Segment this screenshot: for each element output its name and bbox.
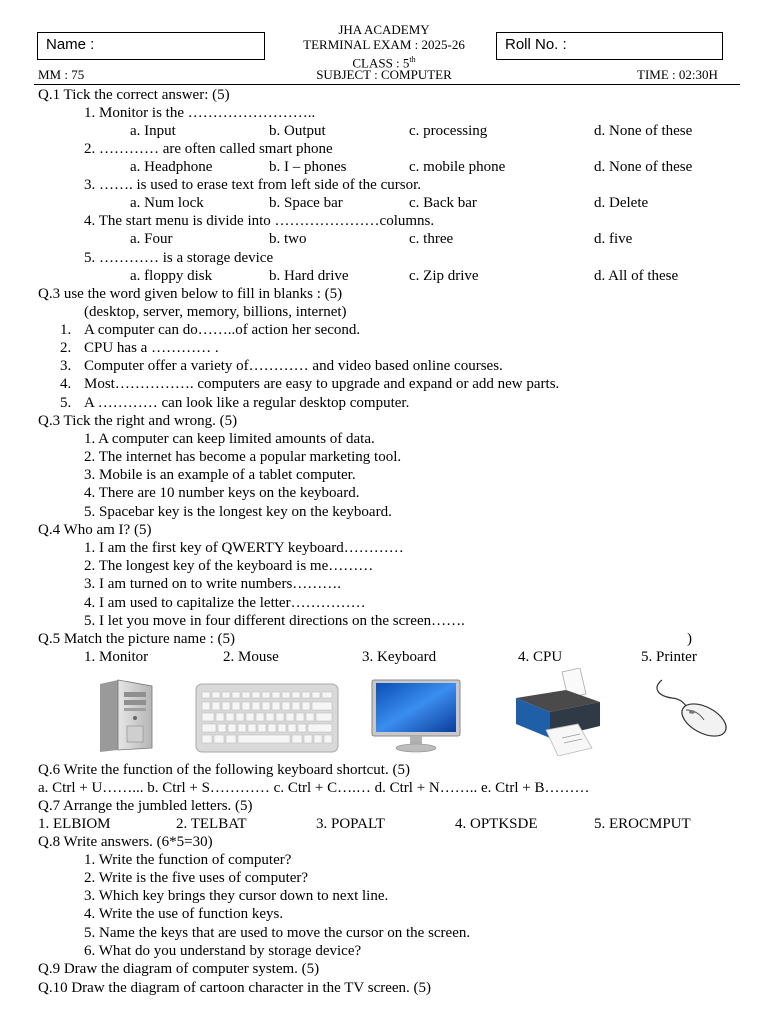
q3-fill-number-1: 1. (60, 322, 72, 338)
q5-name-5: 5. Printer (641, 649, 697, 665)
monitor-icon (370, 678, 462, 754)
q7-item-1: 1. ELBIOM (38, 816, 111, 832)
q7-item-2: 2. TELBAT (176, 816, 247, 832)
q7-item-4: 4. OPTKSDE (455, 816, 538, 832)
q3-fill-item-5: A ………… can look like a regular desktop computer. (84, 395, 410, 411)
q1-item-2: 2. ………… are often called smart phone (84, 141, 333, 157)
q3-truefalse-item-4: 4. There are 10 number keys on the keyboard. (84, 485, 360, 501)
q3-truefalse-item-3: 3. Mobile is an example of a tablet computer. (84, 467, 356, 483)
q1-4-option-c[interactable]: c. three (409, 231, 454, 247)
q6-title: Q.6 Write the function of the following keyboard shortcut. (5) (38, 762, 410, 778)
q1-2-option-b[interactable]: b. I – phones (269, 159, 347, 175)
q3-truefalse-item-1: 1. A computer can keep limited amounts of data. (84, 431, 375, 447)
cpu-tower-icon (94, 678, 158, 754)
q8-item-3: 3. Which key brings they cursor down to next line. (84, 888, 389, 904)
q5-name-4: 4. CPU (518, 649, 563, 665)
q1-3-option-b[interactable]: b. Space bar (269, 195, 343, 211)
q8-title: Q.8 Write answers. (6*5=30) (38, 834, 213, 850)
q9-title: Q.9 Draw the diagram of computer system. (5) (38, 961, 320, 977)
q3-fill-item-4: Most……………. computers are easy to upgrade and expand or add new parts. (84, 376, 560, 392)
q3-fill-number-4: 4. (60, 376, 72, 392)
school-name: JHA ACADEMY (338, 22, 430, 37)
q7-title: Q.7 Arrange the jumbled letters. (5) (38, 798, 253, 814)
q8-item-4: 4. Write the use of function keys. (84, 906, 284, 922)
q5-paren: ) (687, 631, 692, 647)
q3-fill-number-2: 2. (60, 340, 72, 356)
q3-truefalse-title: Q.3 Tick the right and wrong. (5) (38, 413, 238, 429)
q6-shortcuts: a. Ctrl + U……... b. Ctrl + S………… c. Ctrl + C….… d. Ctrl + N…….. e. Ctrl + B……… (38, 780, 590, 796)
q1-2-option-d[interactable]: d. None of these (594, 159, 693, 175)
q8-item-1: 1. Write the function of computer? (84, 852, 292, 868)
header-divider (34, 84, 740, 85)
q1-4-option-a[interactable]: a. Four (130, 231, 173, 247)
q1-item-3: 3. ……. is used to erase text from left side of the cursor. (84, 177, 422, 193)
q3-fill-item-1: A computer can do……..of action her second. (84, 322, 361, 338)
q1-3-option-d[interactable]: d. Delete (594, 195, 649, 211)
q1-item-4: 4. The start menu is divide into …………………columns. (84, 213, 435, 229)
subject-label: SUBJECT : COMPUTER (316, 67, 452, 82)
exam-title: TERMINAL EXAM : 2025-26 (303, 37, 465, 52)
q1-item-5: 5. ………… is a storage device (84, 250, 274, 266)
q1-5-option-c[interactable]: c. Zip drive (409, 268, 479, 284)
q4-item-5: 5. I let you move in four different directions on the screen……. (84, 613, 465, 629)
q5-title: Q.5 Match the picture name : (5) (38, 631, 236, 647)
q1-5-option-b[interactable]: b. Hard drive (269, 268, 349, 284)
q10-title: Q.10 Draw the diagram of cartoon character in the TV screen. (5) (38, 980, 432, 996)
q3-fill-item-2: CPU has a ………… . (84, 340, 219, 356)
q1-1-option-b[interactable]: b. Output (269, 123, 326, 139)
q5-name-3: 3. Keyboard (362, 649, 437, 665)
q1-2-option-a[interactable]: a. Headphone (130, 159, 213, 175)
class-superscript: th (409, 55, 416, 64)
q7-item-3: 3. POPALT (316, 816, 385, 832)
q3-fill-number-3: 3. (60, 358, 72, 374)
q8-item-2: 2. Write is the five uses of computer? (84, 870, 309, 886)
q1-title: Q.1 Tick the correct answer: (5) (38, 87, 230, 103)
class-label: CLASS : 5 (352, 55, 410, 71)
q4-title: Q.4 Who am I? (5) (38, 522, 152, 538)
q1-1-option-c[interactable]: c. processing (409, 123, 488, 139)
q4-item-4: 4. I am used to capitalize the letter…………… (84, 595, 366, 611)
q1-3-option-a[interactable]: a. Num lock (130, 195, 204, 211)
q3-fill-item-3: Computer offer a variety of………… and video based online courses. (84, 358, 503, 374)
time-label: TIME : 02:30H (637, 67, 718, 82)
roll-number-label: Roll No. : (505, 36, 567, 53)
q1-3-option-c[interactable]: c. Back bar (409, 195, 477, 211)
q1-5-option-d[interactable]: d. All of these (594, 268, 679, 284)
q8-item-5: 5. Name the keys that are used to move the cursor on the screen. (84, 925, 471, 941)
name-label: Name : (46, 36, 95, 53)
q1-4-option-d[interactable]: d. five (594, 231, 633, 247)
q3-fill-number-5: 5. (60, 395, 72, 411)
q5-name-2: 2. Mouse (223, 649, 279, 665)
q3-truefalse-item-5: 5. Spacebar key is the longest key on the keyboard. (84, 504, 392, 520)
q1-4-option-b[interactable]: b. two (269, 231, 307, 247)
keyboard-icon (194, 682, 340, 754)
q1-1-option-a[interactable]: a. Input (130, 123, 176, 139)
max-marks: MM : 75 (38, 67, 85, 82)
q4-item-1: 1. I am the first key of QWERTY keyboard………… (84, 540, 404, 556)
printer-icon (506, 668, 606, 756)
q1-item-1: 1. Monitor is the …………………….. (84, 105, 316, 121)
q1-2-option-c[interactable]: c. mobile phone (409, 159, 506, 175)
q3-truefalse-item-2: 2. The internet has become a popular marketing tool. (84, 449, 402, 465)
q3-fill-title: Q.3 use the word given below to fill in blanks : (5) (38, 286, 343, 302)
q1-5-option-a[interactable]: a. floppy disk (130, 268, 213, 284)
q4-item-2: 2. The longest key of the keyboard is me……… (84, 558, 374, 574)
q5-name-1: 1. Monitor (84, 649, 149, 665)
q7-item-5: 5. EROCMPUT (594, 816, 691, 832)
q8-item-6: 6. What do you understand by storage device? (84, 943, 362, 959)
q4-item-3: 3. I am turned on to write numbers………. (84, 576, 342, 592)
q3-word-bank: (desktop, server, memory, billions, internet) (84, 304, 347, 320)
q1-1-option-d[interactable]: d. None of these (594, 123, 693, 139)
mouse-icon (648, 676, 732, 740)
